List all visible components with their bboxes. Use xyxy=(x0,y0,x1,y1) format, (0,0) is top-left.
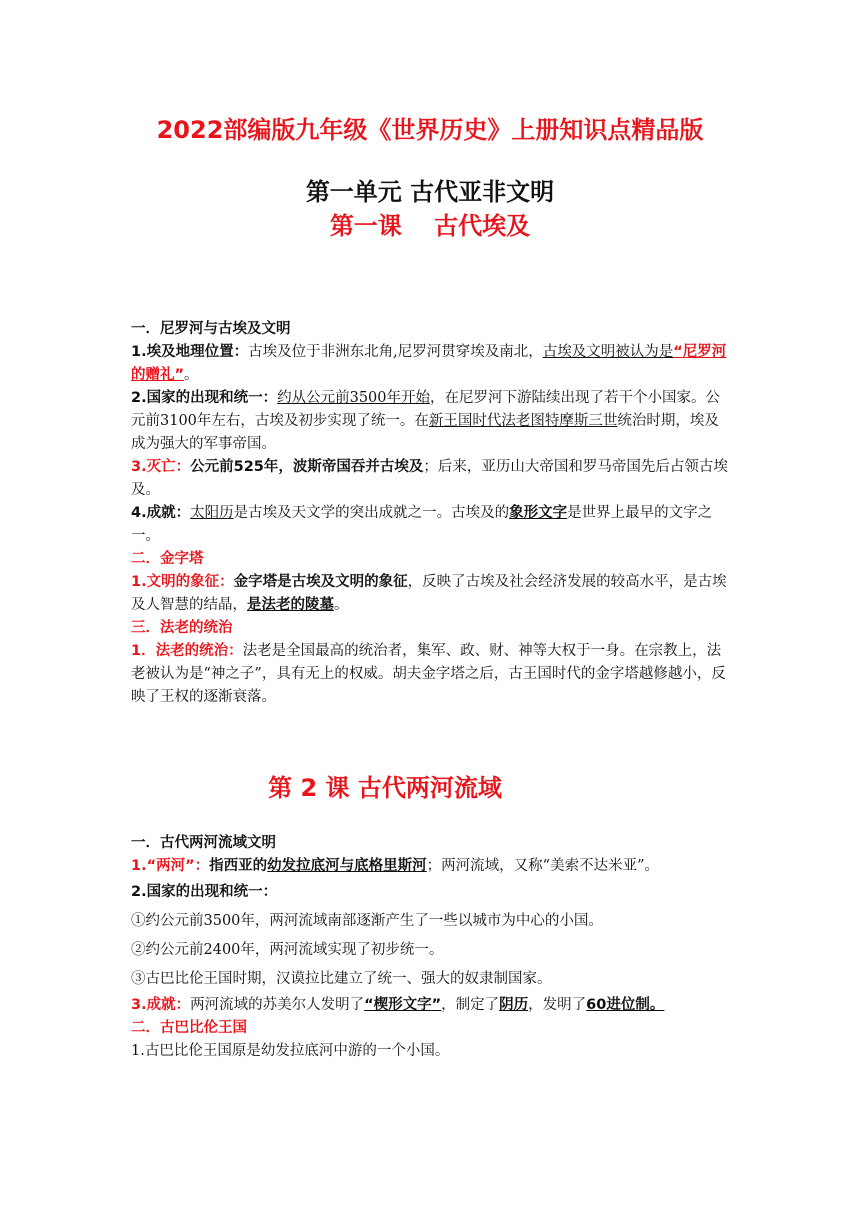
underlined-text: 约从公元前3500年开始 xyxy=(277,390,431,406)
section-heading: 一．尼罗河与古埃及文明 xyxy=(131,321,291,337)
lesson2-title: 第 2 课 古代两河流域 xyxy=(268,774,502,802)
paragraph-text: ；后来，亚历山大帝国和罗马帝国先后占领古埃及。 xyxy=(131,459,728,498)
paragraph-state xyxy=(131,387,731,456)
underlined-text: 是法老的陵墓 xyxy=(247,597,334,613)
paragraph-label: 2.国家的出现和统一： xyxy=(131,884,278,900)
list-item: ③古巴比伦王国时期，汉谟拉比建立了统一、强大的奴隶制国家。 xyxy=(131,971,552,987)
list-item: ①约公元前3500年，两河流域南部逐渐产生了一些以城市为中心的小国。 xyxy=(131,913,603,929)
lesson2-content xyxy=(131,832,731,1063)
underlined-text: 阴历 xyxy=(499,997,529,1013)
lesson1-content xyxy=(131,318,731,709)
bold-text: 指西亚的 xyxy=(209,858,268,874)
paragraph-text: ，反映了古埃及社会经济发展的较高水平，是古埃及人智慧的结晶， xyxy=(131,574,727,613)
list-item: ②约公元前2400年，两河流域实现了初步统一。 xyxy=(131,942,444,958)
paragraph-text: 古埃及位于非洲东北角,尼罗河贯穿埃及南北， xyxy=(248,344,543,360)
underlined-text: 太阳历 xyxy=(190,505,234,521)
paragraph-text: ，发明了 xyxy=(528,997,587,1013)
paragraph-text: 统治时期，埃及成为强大的军事帝国。 xyxy=(131,413,719,452)
paragraph-two-rivers xyxy=(131,855,731,878)
unit-title: 第一单元 古代亚非文明 xyxy=(305,178,555,206)
paragraph-label: 3.灭亡： xyxy=(131,459,191,475)
section-heading: 三．法老的统治 xyxy=(131,620,233,636)
paragraph-label: 1．法老的统治： xyxy=(131,643,243,659)
highlighted-text: “尼罗河的赠礼” xyxy=(131,344,727,383)
underlined-text: 60进位制。 xyxy=(586,997,665,1013)
bold-text: 公元前525年，波斯帝国吞并古埃及 xyxy=(190,459,424,475)
paragraph-text: 两河流域的苏美尔人发明了 xyxy=(190,997,365,1013)
paragraph-text: 法老是全国最高的统治者，集军、政、财、神等大权于一身。在宗教上，法老被认为是“神之子”，具有无上的权威。胡夫金字塔之后，古王国时代的金字塔越修越小，反映了王权的逐渐衰落。 xyxy=(131,643,726,705)
underlined-text: 新王国时代法老图特摩斯三世 xyxy=(428,413,618,429)
underlined-text: 幼发拉底河与底格里斯河 xyxy=(267,858,427,874)
paragraph-achievement xyxy=(131,502,731,548)
paragraph-achievement xyxy=(131,994,731,1017)
paragraph-babylon: 1.古巴比伦王国原是幼发拉底河中游的一个小国。 xyxy=(131,1043,450,1059)
paragraph-label: 1.“两河”： xyxy=(131,858,210,874)
paragraph-text: 是古埃及天文学的突出成就之一。古埃及的 xyxy=(233,505,510,521)
paragraph-label: 1.文明的象征： xyxy=(131,574,234,590)
paragraph-text: ；两河流域，又称“美索不达米亚”。 xyxy=(426,858,659,874)
section-heading: 二．金字塔 xyxy=(131,551,204,567)
paragraph-pharaoh xyxy=(131,640,731,709)
paragraph-pyramid xyxy=(131,571,731,617)
paragraph-label: 4.成就： xyxy=(131,505,191,521)
bold-text: 金字塔是古埃及文明的象征 xyxy=(233,574,408,590)
document-title: 2022部编版九年级《世界历史》上册知识点精品版 xyxy=(156,116,704,144)
paragraph-fall xyxy=(131,456,731,502)
underlined-text: “楔形文字” xyxy=(364,997,442,1013)
section-heading: 一．古代两河流域文明 xyxy=(131,835,276,851)
paragraph-label: 1.埃及地理位置： xyxy=(131,344,249,360)
paragraph-geography xyxy=(131,341,731,387)
lesson1-title: 第一课 古代埃及 xyxy=(329,212,531,240)
paragraph-text: 是世界上最早的文字之一。 xyxy=(131,505,713,544)
paragraph-text: 。 xyxy=(334,597,349,613)
paragraph-label: 3.成就： xyxy=(131,997,191,1013)
paragraph-label: 2.国家的出现和统一： xyxy=(131,390,278,406)
section-heading: 二．古巴比伦王国 xyxy=(131,1020,247,1036)
paragraph-text: 。 xyxy=(184,367,199,383)
paragraph-text: ，制定了 xyxy=(441,997,500,1013)
underlined-text: 象形文字 xyxy=(509,505,568,521)
paragraph-text: ，在尼罗河下游陆续出现了若干个小国家。公元前3100年左右，古埃及初步实现了统一。在 xyxy=(131,390,721,429)
underlined-text: 古埃及文明被认为是 xyxy=(542,344,674,360)
